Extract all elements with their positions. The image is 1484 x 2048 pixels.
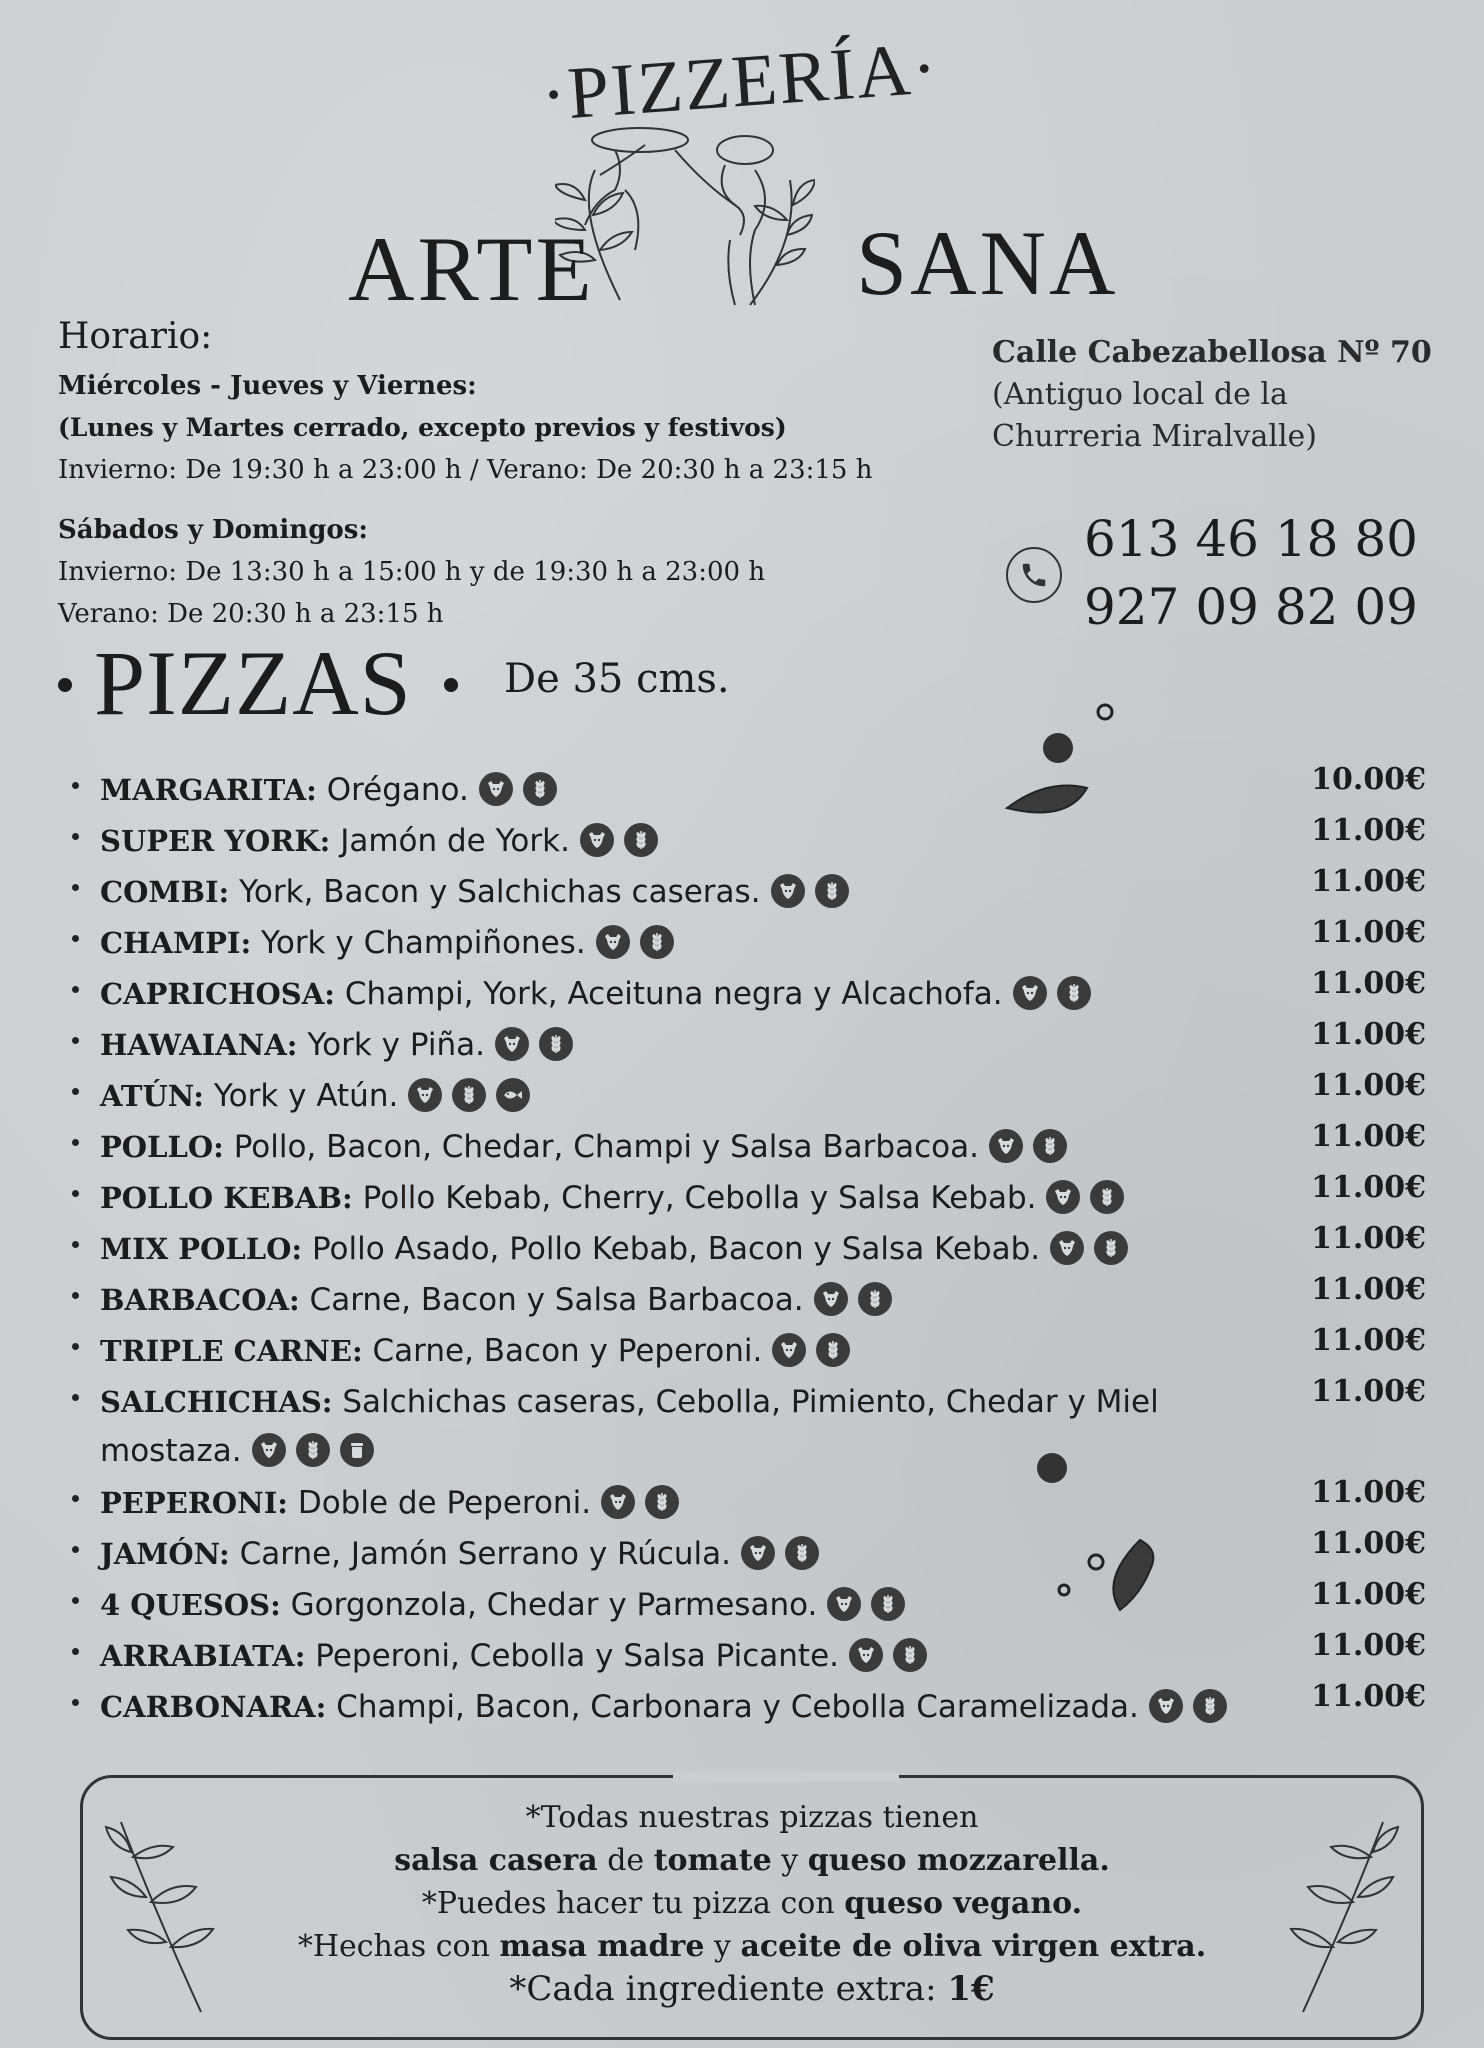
pizza-name: HAWAIANA: [100, 1028, 298, 1062]
bullet [72, 884, 79, 891]
pizza-description: Jamón de York. [340, 823, 570, 859]
bullet [72, 935, 79, 942]
pizza-description: Pollo, Bacon, Chedar, Champi y Salsa Barbacoa. [233, 1129, 979, 1165]
note-y: y [771, 1843, 808, 1878]
note-y2: y [704, 1929, 741, 1964]
pizza-name: 4 QUESOS: [100, 1588, 281, 1622]
cow-icon [1050, 1231, 1084, 1265]
pizza-price: 11.00€ [1311, 864, 1426, 899]
pizza-description: Peperoni, Cebolla y Salsa Picante. [315, 1638, 839, 1674]
phone-icon [1006, 547, 1062, 603]
wheat-icon [645, 1485, 679, 1519]
wheat-icon [1193, 1689, 1227, 1723]
wheat-icon [640, 925, 674, 959]
note-extra-price: 1€ [947, 1969, 995, 2009]
wheat-icon [858, 1282, 892, 1316]
bullet [72, 1190, 79, 1197]
wheat-icon [815, 874, 849, 908]
pizza-name: JAMÓN: [100, 1537, 230, 1571]
wheat-icon [816, 1333, 850, 1367]
bullet [72, 986, 79, 993]
pizza-description: Gorgonzola, Chedar y Parmesano. [290, 1587, 818, 1623]
cow-icon [849, 1638, 883, 1672]
pizza-row [66, 1170, 1426, 1221]
weekend-days: Sábados y Domingos: [58, 515, 368, 545]
pizza-description: Salchichas caseras, Cebolla, Pimiento, Chedar y Miel mostaza. [100, 1384, 1159, 1469]
pizza-name: BARBACOA: [100, 1283, 300, 1317]
wheat-icon [539, 1027, 573, 1061]
note-extra: *Cada ingrediente extra: [509, 1969, 948, 2009]
phone-number-1[interactable]: 613 46 18 80 [1084, 510, 1418, 568]
pizza-price: 11.00€ [1311, 1374, 1426, 1409]
pizza-row [66, 1323, 1426, 1374]
bullet [72, 1495, 79, 1502]
pizza-name: MIX POLLO: [100, 1232, 303, 1266]
pizza-description: York, Bacon y Salchichas caseras. [239, 874, 761, 910]
phones [1006, 505, 1446, 645]
pizza-description: Pollo Asado, Pollo Kebab, Bacon y Salsa Kebab. [311, 1231, 1041, 1267]
cow-icon [495, 1027, 529, 1061]
pizza-size: De 35 cms. [504, 656, 730, 702]
pizza-name: CAPRICHOSA: [100, 977, 335, 1011]
note-vegano-text: *Puedes hacer tu pizza con [421, 1886, 845, 1921]
wheat-icon [523, 772, 557, 806]
cow-icon [252, 1433, 286, 1467]
pizza-description: Champi, Bacon, Carbonara y Cebolla Caramelizada. [336, 1689, 1139, 1725]
hours-title: Horario: [58, 316, 213, 357]
weekday-days: Miércoles - Jueves y Viernes: [58, 371, 477, 401]
pizza-price: 11.00€ [1311, 915, 1426, 950]
pizza-description: York y Piña. [307, 1027, 485, 1063]
bullet [72, 1037, 79, 1044]
cow-icon [989, 1129, 1023, 1163]
pizza-row [66, 1475, 1426, 1526]
pizza-name: MARGARITA: [100, 773, 317, 807]
wheat-icon [1033, 1129, 1067, 1163]
note-line-4 [83, 1925, 1421, 1968]
note-line-1: *Todas nuestras pizzas tienen [525, 1800, 979, 1835]
pizza-row [66, 1577, 1426, 1628]
bullet [72, 1394, 79, 1401]
cow-icon [1149, 1689, 1183, 1723]
note-line-5 [83, 1968, 1421, 2011]
pizza-price: 11.00€ [1311, 1526, 1426, 1561]
bullet [72, 1241, 79, 1248]
bullet [72, 1597, 79, 1604]
cow-icon [596, 925, 630, 959]
address-line3: Churreria Miralvalle) [992, 419, 1318, 454]
pizza-name: COMBI: [100, 875, 230, 909]
address [992, 332, 1432, 458]
pizza-price: 11.00€ [1311, 1577, 1426, 1612]
weekday-hours: Invierno: De 19:30 h a 23:00 h / Verano: De 20:30 h a 23:15 h [58, 455, 873, 485]
section-title: PIZZAS [94, 632, 412, 734]
pizza-row [66, 762, 1426, 813]
note-aceite: aceite de oliva virgen extra. [740, 1929, 1207, 1964]
brand-arte: ARTE [348, 218, 595, 320]
pizza-description: Doble de Peperoni. [297, 1485, 592, 1521]
phone-number-2[interactable]: 927 09 82 09 [1084, 578, 1418, 636]
pizza-name: SALCHICHAS: [100, 1385, 333, 1419]
weekday-note: (Lunes y Martes cerrado, excepto previos y festivos) [58, 413, 787, 442]
opening-hours [58, 316, 958, 635]
pizza-price: 11.00€ [1311, 1679, 1426, 1714]
wheat-icon [785, 1536, 819, 1570]
bullet [72, 1546, 79, 1553]
pizza-row [66, 1068, 1426, 1119]
wheat-icon [624, 823, 658, 857]
bullet [72, 1139, 79, 1146]
note-line-2 [83, 1839, 1421, 1882]
pizza-price: 11.00€ [1311, 1170, 1426, 1205]
pizza-description: York y Atún. [213, 1078, 399, 1114]
cow-icon [771, 874, 805, 908]
pizza-price: 11.00€ [1311, 1068, 1426, 1103]
wheat-icon [452, 1078, 486, 1112]
bullet [72, 1343, 79, 1350]
pizza-description: Carne, Bacon y Peperoni. [372, 1333, 763, 1369]
pizza-price: 11.00€ [1311, 813, 1426, 848]
brand-pizzeria: ·PIZZERÍA· [538, 27, 942, 137]
pizza-row [66, 864, 1426, 915]
address-line2: (Antiguo local de la [992, 377, 1288, 412]
pizza-name: PEPERONI: [100, 1486, 288, 1520]
pizza-description: Carne, Jamón Serrano y Rúcula. [239, 1536, 732, 1572]
cow-icon [741, 1536, 775, 1570]
pizza-description: Orégano. [326, 772, 469, 808]
note-masa: masa madre [499, 1929, 705, 1964]
wheat-icon [1094, 1231, 1128, 1265]
pizza-price: 11.00€ [1311, 1017, 1426, 1052]
pizza-row [66, 1017, 1426, 1068]
pizza-price: 11.00€ [1311, 966, 1426, 1001]
pizza-description: Champi, York, Aceituna negra y Alcachofa. [344, 976, 1003, 1012]
note-tomate: tomate [653, 1843, 772, 1878]
pizza-row [66, 1272, 1426, 1323]
address-street: Calle Cabezabellosa Nº 70 [992, 335, 1432, 370]
pizza-row [66, 1628, 1426, 1679]
pizza-price: 10.00€ [1311, 762, 1426, 797]
note-salsa: salsa casera [394, 1843, 598, 1878]
cow-icon [772, 1333, 806, 1367]
pizza-price: 11.00€ [1311, 1272, 1426, 1307]
header-dot-right [444, 678, 458, 692]
cow-icon [1046, 1180, 1080, 1214]
weekend-summer: Verano: De 20:30 h a 23:15 h [58, 599, 444, 629]
fish-icon [496, 1078, 530, 1112]
pizza-row [66, 1679, 1426, 1730]
pizzas-header [54, 632, 954, 734]
pizza-row [66, 1221, 1426, 1272]
note-hechas: *Hechas con [297, 1929, 500, 1964]
pizza-row [66, 966, 1426, 1017]
pizza-menu [66, 762, 1426, 1730]
note-line-3 [83, 1882, 1421, 1925]
weekend-winter: Invierno: De 13:30 h a 15:00 h y de 19:30 h a 23:00 h [58, 557, 766, 587]
pizza-row [66, 915, 1426, 966]
pizza-price: 11.00€ [1311, 1221, 1426, 1256]
pizza-name: POLLO: [100, 1130, 224, 1164]
bullet [72, 833, 79, 840]
pizza-row [66, 813, 1426, 864]
pizza-name: POLLO KEBAB: [100, 1181, 353, 1215]
pizza-description: Carne, Bacon y Salsa Barbacoa. [309, 1282, 804, 1318]
wheat-icon [871, 1587, 905, 1621]
pizza-price: 11.00€ [1311, 1323, 1426, 1358]
pizza-name: ARRABIATA: [100, 1639, 306, 1673]
bullet [72, 1292, 79, 1299]
cow-icon [580, 823, 614, 857]
pizza-name: SUPER YORK: [100, 824, 331, 858]
cow-icon [601, 1485, 635, 1519]
bullet [72, 1088, 79, 1095]
header-dot-left [58, 678, 72, 692]
bullet [72, 1699, 79, 1706]
wheat-icon [296, 1433, 330, 1467]
pizza-price: 11.00€ [1311, 1475, 1426, 1510]
pizza-description: Pollo Kebab, Cherry, Cebolla y Salsa Kebab. [362, 1180, 1037, 1216]
pizza-price: 11.00€ [1311, 1119, 1426, 1154]
wheat-icon [893, 1638, 927, 1672]
pizza-price: 11.00€ [1311, 1628, 1426, 1663]
pizza-row [66, 1374, 1426, 1475]
wheat-icon [1057, 976, 1091, 1010]
cow-icon [408, 1078, 442, 1112]
wheat-icon [1090, 1180, 1124, 1214]
cow-icon [814, 1282, 848, 1316]
pizza-row [66, 1119, 1426, 1170]
pizza-name: TRIPLE CARNE: [100, 1334, 363, 1368]
pizza-description: York y Champiñones. [261, 925, 586, 961]
pizza-name: CHAMPI: [100, 926, 252, 960]
note-queso: queso mozzarella. [807, 1843, 1110, 1878]
cow-icon [1013, 976, 1047, 1010]
pizza-row [66, 1526, 1426, 1577]
note-vegano: queso vegano. [844, 1886, 1083, 1921]
brand-sana: SANA [856, 212, 1119, 314]
notes-box [80, 1775, 1424, 2040]
bullet [72, 1648, 79, 1655]
cow-icon [479, 772, 513, 806]
note-de: de [597, 1843, 654, 1878]
pizza-name: CARBONARA: [100, 1690, 327, 1724]
pizza-name: ATÚN: [100, 1079, 204, 1113]
mustard-icon [340, 1433, 374, 1467]
cow-icon [827, 1587, 861, 1621]
bullet [72, 782, 79, 789]
